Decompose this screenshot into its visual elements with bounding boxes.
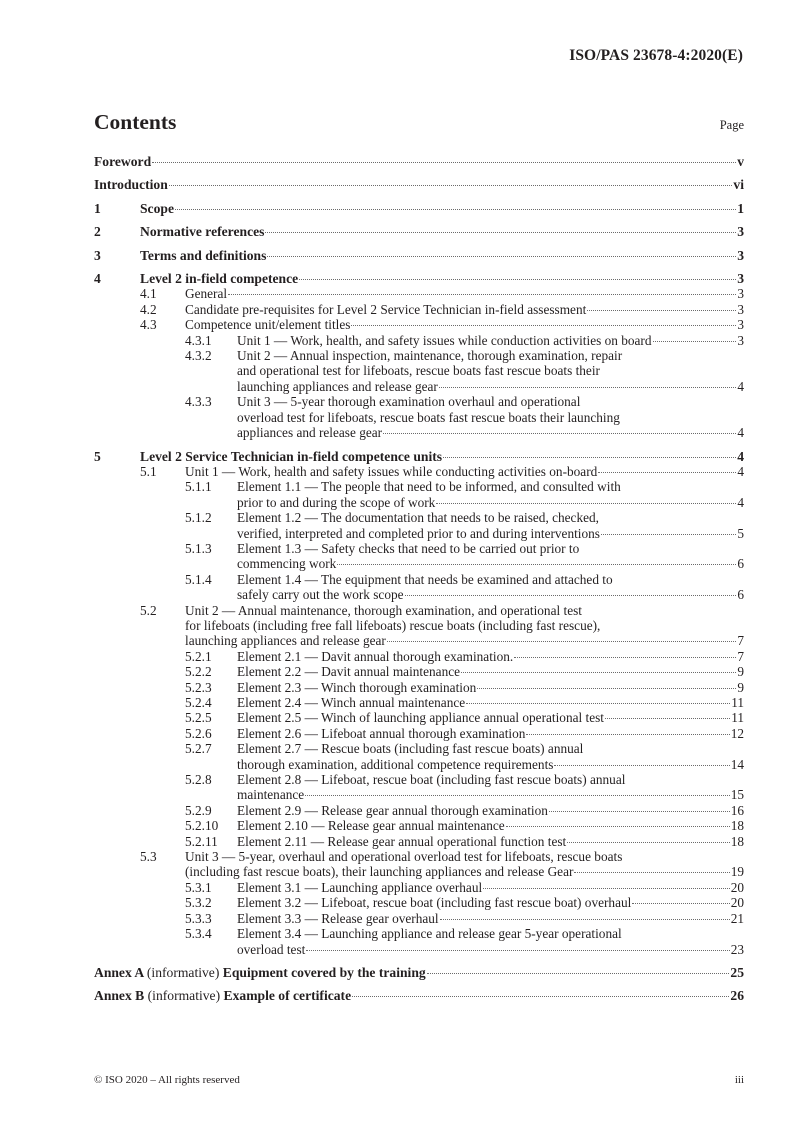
toc-entry-5-2-11[interactable]: [94, 834, 744, 849]
toc-title: Terms and definitions: [140, 247, 267, 263]
toc-number: 5: [94, 448, 101, 464]
toc-page-number: 1: [737, 200, 744, 216]
toc-title: Equipment covered by the training: [222, 964, 426, 980]
toc-page-number: 4: [737, 463, 744, 479]
toc-page-number: v: [737, 154, 744, 169]
toc-number: 5.2.1: [185, 648, 212, 664]
toc-number: 5.1.3: [185, 540, 212, 556]
dot-leader: [228, 294, 736, 295]
dot-leader: [598, 472, 736, 473]
toc-entry-4-3-3[interactable]: [94, 394, 744, 440]
toc-title-line: Element 1.3 — Safety checks that need to be carried out prior to: [237, 540, 580, 556]
toc-number: 4.1: [140, 286, 157, 302]
toc-entry-5-1[interactable]: [94, 464, 744, 479]
toc-title-line: verified, interpreted and completed prior to and during interventions: [237, 525, 600, 541]
contents-header: [94, 110, 744, 135]
toc-entry-4[interactable]: [94, 271, 744, 286]
toc-page-number: 19: [730, 864, 744, 880]
toc-number: 4: [94, 271, 101, 287]
toc-number: 5.1.1: [185, 479, 212, 495]
toc-entry-1[interactable]: [94, 201, 744, 216]
toc-page-number: 3: [737, 332, 744, 348]
toc-entry-5-3-3[interactable]: [94, 911, 744, 926]
toc-entry-5-3-2[interactable]: [94, 895, 744, 910]
toc-title: Level 2 in-field competence: [140, 271, 299, 287]
toc-title-line: safely carry out the work scope: [237, 587, 404, 603]
toc-title-line: thorough examination, additional competence requirements: [237, 756, 554, 772]
toc-title-line: commencing work: [237, 556, 337, 572]
toc-number: 2: [94, 224, 101, 240]
toc-page-number: 25: [730, 964, 744, 980]
toc-title-line: Element 1.1 — The people that need to be informed, and consulted with: [237, 479, 621, 495]
toc-title: Element 2.10 — Release gear annual maintenance: [237, 818, 505, 834]
toc-title-line: Unit 2 — Annual maintenance, thorough examination, and operational test: [185, 602, 582, 618]
toc-number: 5.1.2: [185, 510, 212, 526]
toc-number: 3: [94, 247, 101, 263]
toc-number: 5.3.3: [185, 910, 212, 926]
dot-leader: [299, 279, 736, 280]
toc-entry-4-3-1[interactable]: [94, 333, 744, 348]
toc-page-number: 9: [737, 679, 744, 695]
toc-page-number: 4: [737, 494, 744, 510]
toc-page-number: 18: [730, 818, 744, 834]
toc-entry-4-2[interactable]: [94, 302, 744, 317]
toc-number: 5.2.11: [185, 833, 218, 849]
toc-entry-5-2-2[interactable]: [94, 664, 744, 679]
toc-entry-5-2-4[interactable]: [94, 695, 744, 710]
dot-leader: [175, 209, 736, 210]
toc-page-number: 4: [737, 378, 744, 394]
toc-title: Introduction: [94, 177, 168, 193]
annex-qualifier: (informative): [147, 988, 221, 1004]
toc-title: Element 2.9 — Release gear annual thorough examination: [237, 802, 548, 818]
dot-leader: [466, 703, 730, 704]
toc-page-number: 16: [730, 802, 744, 818]
annex-label: Annex B: [94, 988, 145, 1004]
toc-title-line: (including fast rescue boats), their launching appliances and release Gear: [185, 864, 574, 880]
dot-leader: [305, 795, 730, 796]
toc-title: Element 2.2 — Davit annual maintenance: [237, 664, 461, 680]
toc-page-number: 6: [737, 556, 744, 572]
toc-title-line: Element 2.7 — Rescue boats (including fast rescue boats) annual: [237, 741, 584, 757]
toc-title: Element 3.2 — Lifeboat, rescue boat (including fast rescue boat) overhaul: [237, 895, 632, 911]
toc-number: 4.3.3: [185, 394, 212, 410]
toc-page-number: 9: [737, 664, 744, 680]
toc-entry-annex-a[interactable]: [94, 965, 744, 980]
toc-title: Candidate pre-requisites for Level 2 Service Technician in-field assessment: [185, 301, 587, 317]
toc-title: Foreword: [94, 154, 152, 169]
toc-title-line: launching appliances and release gear: [185, 633, 386, 649]
dot-leader: [351, 325, 736, 326]
toc-page-number: 3: [737, 247, 744, 263]
dot-leader: [554, 765, 729, 766]
page-number: iii: [734, 1074, 744, 1086]
toc-number: 4.3: [140, 317, 157, 333]
toc-title: Element 2.5 — Winch of launching appliance annual operational test: [237, 710, 604, 726]
dot-leader: [567, 842, 729, 843]
toc-page-number: 11: [731, 695, 744, 710]
toc-number: 5.3.1: [185, 879, 212, 895]
toc-page-number: 4: [737, 448, 744, 464]
dot-leader: [549, 811, 730, 812]
dot-leader: [506, 826, 730, 827]
toc-page-number: 3: [737, 317, 744, 333]
dot-leader: [587, 310, 736, 311]
toc-entry-5[interactable]: [94, 449, 744, 464]
toc-number: 5.2.4: [185, 695, 212, 710]
toc-page-number: 21: [730, 910, 744, 926]
toc-title-line: Unit 2 — Annual inspection, maintenance, thorough examination, repair: [237, 348, 623, 364]
toc-number: 5.2: [140, 602, 157, 618]
toc-entry-5-1-1[interactable]: [94, 479, 744, 510]
dot-leader: [605, 718, 730, 719]
toc-title: General: [185, 286, 228, 302]
toc-number: 5.1: [140, 463, 157, 479]
toc-page-number: 14: [730, 756, 744, 772]
toc-page-number: 3: [737, 224, 744, 240]
toc-page-number: 3: [737, 286, 744, 302]
dot-leader: [267, 256, 736, 257]
toc-number: 5.2.10: [185, 818, 219, 834]
dot-leader: [337, 564, 736, 565]
dot-leader: [653, 341, 737, 342]
toc-entry-5-1-4[interactable]: [94, 572, 744, 603]
toc-entry-4-1[interactable]: [94, 286, 744, 301]
toc-entry-5-2-7[interactable]: [94, 741, 744, 772]
toc-title-line: Element 3.4 — Launching appliance and release gear 5-year operational: [237, 926, 622, 942]
toc-title: Level 2 Service Technician in-field competence units: [140, 448, 443, 464]
toc-entry-4-3-2[interactable]: [94, 348, 744, 394]
dot-leader: [461, 672, 736, 673]
toc-number: 5.2.8: [185, 772, 212, 788]
toc-page-number: vi: [733, 177, 744, 193]
toc-entry-5-3-4[interactable]: [94, 926, 744, 957]
toc-number: 4.3.2: [185, 348, 212, 364]
toc-title: Normative references: [140, 224, 265, 240]
toc-entry-5-2-9[interactable]: [94, 803, 744, 818]
toc-title-line: Element 1.2 — The documentation that needs to be raised, checked,: [237, 510, 599, 526]
toc-title: Element 3.1 — Launching appliance overhaul: [237, 879, 483, 895]
toc-title-line: prior to and during the scope of work: [237, 494, 436, 510]
dot-leader: [427, 973, 730, 974]
toc-number: 1: [94, 200, 101, 216]
toc-entry-introduction[interactable]: [94, 177, 744, 192]
toc-title: Unit 1 — Work, health, and safety issues while conduction activities on board: [237, 332, 652, 348]
annex-label: Annex A: [94, 964, 144, 980]
dot-leader: [405, 595, 737, 596]
copyright-notice: © ISO 2020 – All rights reserved: [94, 1074, 240, 1086]
dot-leader: [169, 185, 733, 186]
page-footer: [94, 1074, 744, 1086]
toc-title-line: appliances and release gear: [237, 425, 383, 441]
toc-entry-5-2[interactable]: [94, 603, 744, 649]
toc-page-number: 26: [730, 988, 744, 1004]
toc-entry-5-3[interactable]: [94, 849, 744, 880]
dot-leader: [514, 657, 736, 658]
toc-number: 5.2.2: [185, 664, 212, 680]
toc-title: Element 2.11 — Release gear annual operational function test: [237, 833, 567, 849]
dot-leader: [306, 950, 729, 951]
toc-title: Element 2.6 — Lifeboat annual thorough examination: [237, 725, 526, 741]
toc-title-line: overload test: [237, 941, 306, 957]
toc-number: 5.1.4: [185, 571, 212, 587]
page-column-label: Page: [719, 118, 744, 132]
toc-title-line: Unit 3 — 5-year, overhaul and operational overload test for lifeboats, rescue boats: [185, 849, 623, 865]
toc-title: Example of certificate: [223, 988, 352, 1004]
toc-number: 5.2.9: [185, 802, 212, 818]
toc-page-number: 18: [730, 833, 744, 849]
toc-number: 5.3.4: [185, 926, 212, 942]
toc-entry-5-1-3[interactable]: [94, 541, 744, 572]
toc-entry-5-2-10[interactable]: [94, 818, 744, 833]
toc-page-number: 5: [737, 525, 744, 541]
toc-page-number: 3: [737, 271, 744, 287]
toc-entry-5-2-5[interactable]: [94, 710, 744, 725]
toc-entry-3[interactable]: [94, 248, 744, 263]
dot-leader: [632, 903, 729, 904]
toc-title-line: launching appliances and release gear: [237, 378, 438, 394]
toc-page-number: 3: [737, 301, 744, 317]
dot-leader: [440, 919, 730, 920]
dot-leader: [526, 734, 729, 735]
toc-page-number: 7: [737, 633, 744, 649]
toc-page-number: 23: [730, 941, 744, 957]
toc-page-number: 6: [737, 587, 744, 603]
dot-leader: [436, 503, 736, 504]
toc-title-line: for lifeboats (including free fall lifeboats) rescue boats (including fast rescue),: [185, 617, 601, 633]
toc-title: Element 3.3 — Release gear overhaul: [237, 910, 439, 926]
dot-leader: [383, 433, 736, 434]
toc-number: 5.3: [140, 849, 157, 865]
dot-leader: [387, 641, 737, 642]
dot-leader: [352, 996, 729, 997]
toc-entry-5-2-3[interactable]: [94, 680, 744, 695]
toc-entry-4-3[interactable]: [94, 317, 744, 332]
toc-number: 5.2.3: [185, 679, 212, 695]
toc-number: 5.2.5: [185, 710, 212, 726]
toc-entry-annex-b[interactable]: [94, 988, 744, 1003]
toc-title: Element 2.1 — Davit annual thorough examination.: [237, 648, 514, 664]
dot-leader: [601, 534, 736, 535]
toc-entry-5-3-1[interactable]: [94, 880, 744, 895]
toc-title-line: Element 2.8 — Lifeboat, rescue boat (including fast rescue boats) annual: [237, 772, 626, 788]
toc-number: 4.3.1: [185, 332, 212, 348]
dot-leader: [483, 888, 730, 889]
toc-entry-5-2-1[interactable]: [94, 649, 744, 664]
annex-qualifier: (informative): [146, 964, 220, 980]
toc-number: 5.2.7: [185, 741, 212, 757]
dot-leader: [477, 688, 736, 689]
toc-title: Unit 1 — Work, health and safety issues while conducting activities on-board: [185, 463, 598, 479]
toc-title-line: and operational test for lifeboats, rescue boats fast rescue boats their: [237, 363, 600, 379]
toc-title-line: overload test for lifeboats, rescue boats fast rescue boats their launching: [237, 409, 620, 425]
toc-number: 4.2: [140, 301, 157, 317]
table-of-contents: [94, 154, 744, 1004]
toc-page-number: 12: [730, 725, 744, 741]
toc-page-number: 4: [737, 425, 744, 441]
toc-title: Scope: [140, 200, 174, 216]
contents-title: Contents: [94, 110, 177, 134]
dot-leader: [439, 387, 737, 388]
toc-page-number: 15: [730, 787, 744, 803]
toc-title: Competence unit/element titles: [185, 317, 351, 333]
toc-page-number: 20: [730, 879, 744, 895]
toc-title-line: maintenance: [237, 787, 305, 803]
dot-leader: [265, 232, 736, 233]
toc-title-line: Element 1.4 — The equipment that needs be examined and attached to: [237, 571, 613, 587]
toc-number: 5.3.2: [185, 895, 212, 911]
dot-leader: [152, 162, 736, 163]
toc-entry-2[interactable]: [94, 224, 744, 239]
toc-entry-5-2-8[interactable]: [94, 772, 744, 803]
toc-title: Element 2.3 — Winch thorough examination: [237, 679, 477, 695]
toc-number: 5.2.6: [185, 725, 212, 741]
toc-page-number: 7: [737, 648, 744, 664]
toc-title-line: Unit 3 — 5-year thorough examination overhaul and operational: [237, 394, 581, 410]
toc-page-number: 11: [731, 710, 744, 726]
toc-title: Element 2.4 — Winch annual maintenance: [237, 695, 466, 710]
toc-entry-foreword[interactable]: [94, 154, 744, 169]
dot-leader: [443, 457, 736, 458]
toc-page-number: 20: [730, 895, 744, 911]
toc-entry-5-1-2[interactable]: [94, 510, 744, 541]
dot-leader: [574, 872, 729, 873]
document-identifier: ISO/PAS 23678-4:2020(E): [569, 47, 743, 64]
toc-entry-5-2-6[interactable]: [94, 726, 744, 741]
